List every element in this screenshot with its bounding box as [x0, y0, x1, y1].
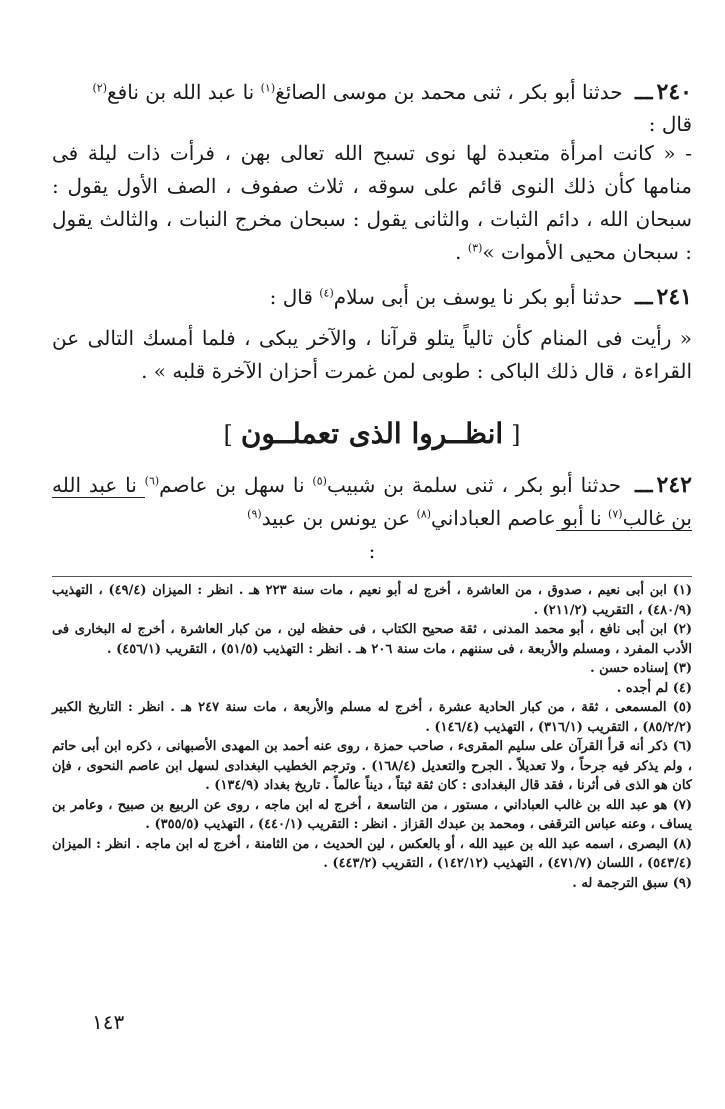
isnad-text: حدثنا أبو بكر ، ثنى سلمة بن شبيب [326, 473, 622, 497]
isnad-text: نا عبد الله بن نافع [107, 80, 261, 104]
footnote-item: (٧) هو عبد الله بن غالب العباداني ، مستور ، من التاسعة ، أخرج له ابن ماجه ، روى عن الربيع بن صبيح ، وعامر بن يساف ، وعنه عباس الترقفى ، ومحمد بن عبدك القزاز . انظر : التقريب (٤٤٠/١) ، التهذيب (٣٥٥/٥) . [52, 797, 692, 832]
footnote-ref: (٤) [319, 286, 334, 300]
entry-240-body [52, 137, 692, 269]
footnote-ref: (٢) [92, 81, 108, 95]
main-text [52, 76, 692, 568]
matn-text: - « كانت امرأة متعبدة لها نوى تسبح الله تعالى بهن ، فرأت ذات ليلة فى منامها كأن ذلك النوى قائم على سوقه ، ثلاث صفوف ، الصف الأول يقول : سبحان الله ، دائم الثبات ، والثانى يقول : سبحان مخرج النبات ، والثالث يقول : سبحان محيى الأموات » [52, 141, 692, 264]
footnote-ref: (٦) [144, 474, 160, 488]
entry-241-body: « رأيت فى المنام كأن تالياً يتلو قرآنا ، والآخر يبكى ، فلما أمسك التالى عن القراءة ، قال ذلك الباكى : طوبى لمن غمرت أحزان الآخرة قلبه » . [52, 326, 692, 383]
qala-label: قال : [648, 112, 692, 136]
footnote-ref: (٥) [312, 474, 327, 488]
entry-number: ٢٤٠ [656, 79, 692, 105]
footnote-ref: (٧) [608, 507, 623, 521]
isnad-text: عاصم العباداني [431, 506, 556, 530]
page-number: ١٤٣ [92, 1010, 125, 1034]
isnad-text: نا أبو [555, 506, 609, 530]
footnote-item: (١) ابن أبى نعيم ، صدوق ، من العاشرة ، أخرج له أبو نعيم ، مات سنة ٢٢٣ هـ . انظر : الميزان (٤٩/٤) ، التهذيب (٤٨٠/٩) ، التقريب (٢١١/٢) . [52, 583, 692, 618]
entry-240-heading [52, 76, 692, 109]
page-content [52, 76, 692, 893]
footnote-item: (٤) لم أجده . [616, 680, 692, 696]
isnad-text: نا عبد الله بن غالب [52, 473, 692, 530]
footnotes [52, 576, 692, 893]
title-text: انظــروا الذى تعملــون [240, 417, 504, 450]
footnote-item: (٢) ابن أبى نافع ، أبو محمد المدنى ، ثقة صحيح الكتاب ، فى حفظه لين ، من كبار العاشرة ، أخرج له البخارى فى الأدب المفرد ، ومسلم والأربعة ، فى سننهم ، مات سنة ٢٠٦ هـ . انظر : التهذيب (٥١/٥) ، التقريب (٤٥٦/١) . [52, 622, 692, 657]
footnote-ref: (٩) [247, 507, 262, 521]
footnote-item: (٣) إسناده حسن . [590, 661, 692, 676]
footnote-ref: (٣) [467, 241, 483, 255]
footnote-item: (٩) سبق الترجمة له . [572, 875, 692, 891]
entry-number: ٢٤١ [656, 284, 692, 310]
entry-242-colon: : [368, 539, 376, 563]
entry-242-heading [52, 469, 692, 535]
isnad-text: عن يونس بن عبيد [261, 506, 417, 530]
entry-241-heading [52, 281, 692, 314]
isnad-text: نا سهل بن عاصم [159, 473, 313, 497]
section-title [52, 414, 692, 455]
matn-end: . [455, 240, 468, 264]
footnote-item: (٦) ذكر أنه قرأ القرآن على سليم المقرىء ، صاحب حمزة ، روى عنه أحمد بن المهدى الأصبهانى ، ذكره ابن أبى حاتم ، ولم يذكر فيه جرحاً ، ولا تعديلاً . الجرح والتعديل (١٦٨/٤) . وترجم الخطيب البغدادى لسهل ابن عاصم النحوى ، فإن كان هو الذى فى أثرنا ، فقد قال البغدادى : كان ثقة ثبتاً ، ديناً عالماً . تاريخ بغداد (١٣٤/٩) . [52, 739, 692, 793]
footnote-ref: (١) [260, 81, 276, 95]
isnad-text: قال : [269, 285, 320, 309]
footnote-item: (٥) المسمعى ، ثقة ، من كبار الحادية عشرة ، أخرج له مسلم والأربعة ، مات سنة ٢٤٧ هـ . انظر : التاريخ الكبير (٨٥/٢/٢) ، التقريب (٣١٦/١) ، التهذيب (١٤٦/٤) . [52, 700, 692, 735]
footnote-item: (٨) البصرى ، اسمه عبد الله بن عبيد الله ، أو بالعكس ، لين الحديث ، من الثامنة ، أخرج له ابن ماجه . انظر : الميزان (٥٤٣/٤) ، اللسان (٤٧١/٧) ، التهذيب (١٤٢/١٢) ، التقريب (٤٤٣/٢) . [52, 836, 692, 871]
footnote-ref: (٨) [416, 507, 432, 521]
entry-dash: ـــ [634, 473, 653, 497]
title-bracket-open: [ [511, 421, 521, 449]
entry-dash: ـــ [634, 80, 653, 104]
entry-number: ٢٤٢ [656, 472, 692, 498]
isnad-text: حدثنا أبو بكر نا يوسف بن أبى سلام [333, 285, 623, 309]
title-bracket-close: ] [223, 421, 233, 449]
entry-dash: ـــ [634, 285, 653, 309]
isnad-text: حدثنا أبو بكر ، ثنى محمد بن موسى الصائغ [275, 80, 623, 104]
